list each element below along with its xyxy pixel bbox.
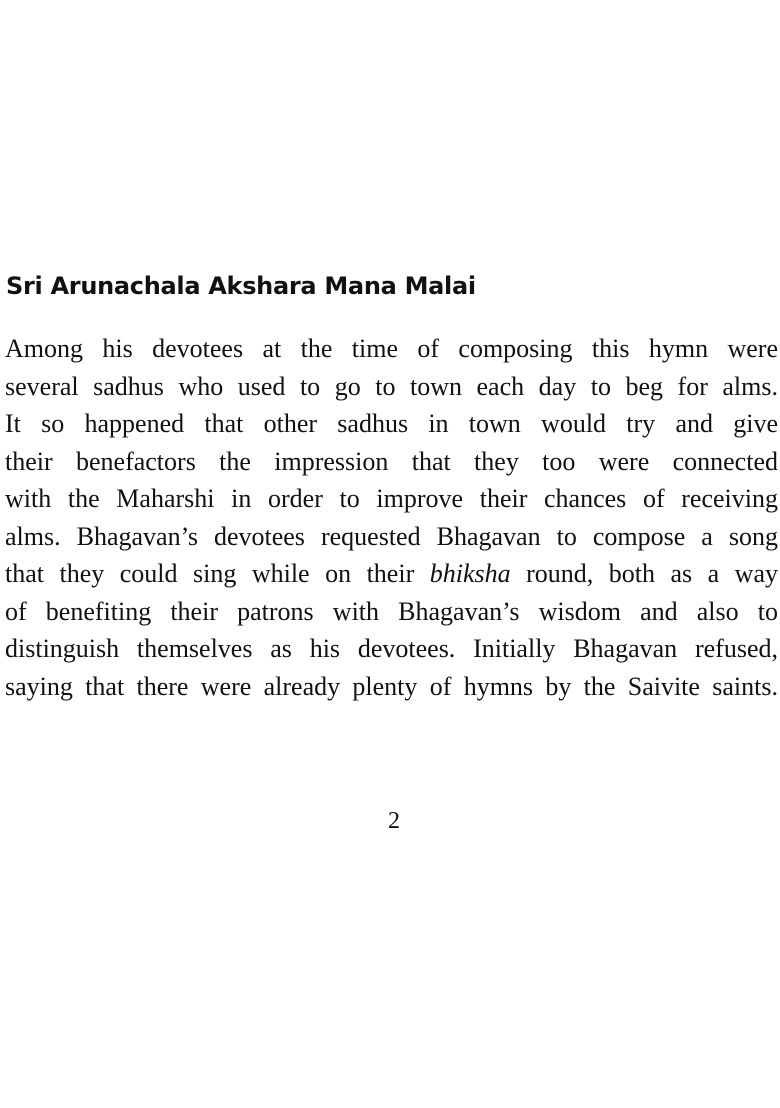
line-text: round, both as a way [510,559,778,588]
italic-term: bhiksha [429,559,511,588]
paragraph-line: saying that there were already plenty of hymns by the Saivite saints. [5,671,778,701]
paragraph-line: distinguish themselves as his devotees. Initially Bhagavan refused, [5,634,778,663]
paragraph-line [5,555,778,593]
body-paragraph [5,330,778,705]
paragraph-line: with the Maharshi in order to improve their chances of receiving [5,484,778,513]
section-heading: Sri Arunachala Akshara Mana Malai [6,272,476,300]
paragraph-line: their benefactors the impression that they too were connected [5,446,778,476]
paragraph-line: alms. Bhagavan’s devotees requested Bhagavan to compose a song [5,521,778,551]
paragraph-line: Among his devotees at the time of composing this hymn were [5,334,778,363]
paragraph-line: of benefiting their patrons with Bhagavan’s wisdom and also to [5,596,778,626]
line-text: that they could sing while on their [5,559,430,588]
page-number: 2 [388,808,400,834]
paragraph-line: It so happened that other sadhus in town would try and give [5,409,778,438]
paragraph-line: several sadhus who used to go to town each day to beg for alms. [5,371,778,401]
